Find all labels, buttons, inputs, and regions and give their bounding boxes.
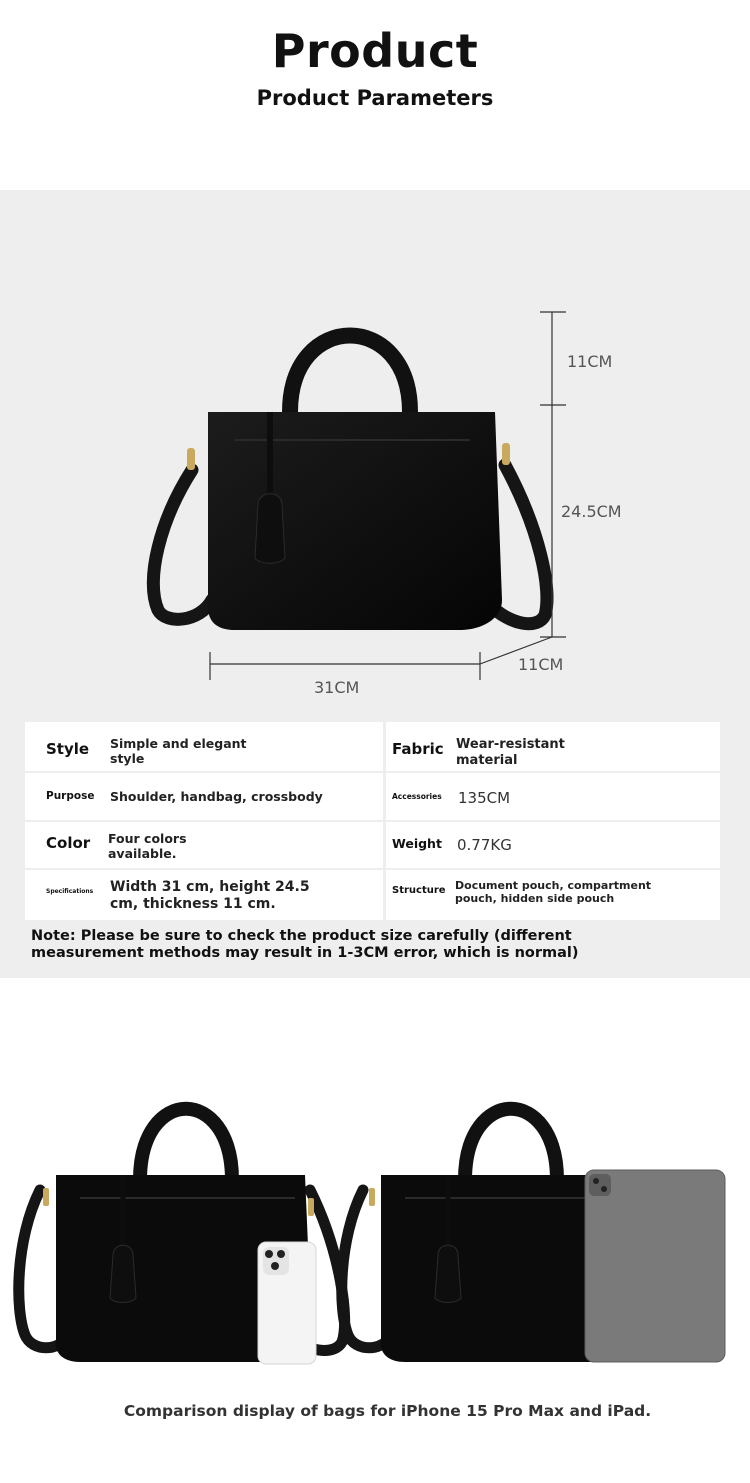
spec-value-specifications: Width 31 cm, height 24.5 cm, thickness 11 cm. (110, 879, 310, 912)
page-subtitle: Product Parameters (256, 86, 494, 110)
comparison-caption: Comparison display of bags for iPhone 15 Pro Max and iPad. (123, 1402, 652, 1420)
spec-table (25, 722, 720, 920)
spec-value-fabric: Wear-resistant material (456, 737, 565, 768)
page-title: Product (271, 24, 479, 78)
spec-label-color: Color (46, 834, 91, 852)
spec-value-structure: Document pouch, compartment pouch, hidden side pouch (455, 879, 652, 906)
spec-label-style: Style (46, 740, 90, 758)
spec-label-accessories: Accessories (392, 792, 442, 801)
dim-depth: 11CM (518, 655, 564, 674)
size-note: Note: Please be sure to check the product size carefully (different measurement methods may result in 1-3CM error, which is normal) (31, 928, 579, 961)
spec-value-weight: 0.77KG (457, 836, 512, 854)
dimension-lines (200, 300, 580, 690)
dim-width: 31CM (314, 678, 360, 697)
dim-handle-height: 11CM (567, 352, 613, 371)
spec-value-style: Simple and elegant style (110, 736, 247, 766)
spec-value-purpose: Shoulder, handbag, crossbody (110, 789, 323, 804)
spec-value-accessories: 135CM (458, 789, 511, 807)
spec-value-color: Four colors available. (108, 831, 187, 861)
spec-label-weight: Weight (392, 836, 442, 851)
spec-label-structure: Structure (392, 885, 446, 896)
comparison-ipad-image (335, 1090, 730, 1380)
spec-label-specifications: Specifications (46, 888, 94, 895)
comparison-iphone-image (10, 1090, 355, 1380)
spec-label-purpose: Purpose (46, 790, 95, 802)
spec-label-fabric: Fabric (392, 740, 444, 758)
dim-height: 24.5CM (561, 502, 622, 521)
